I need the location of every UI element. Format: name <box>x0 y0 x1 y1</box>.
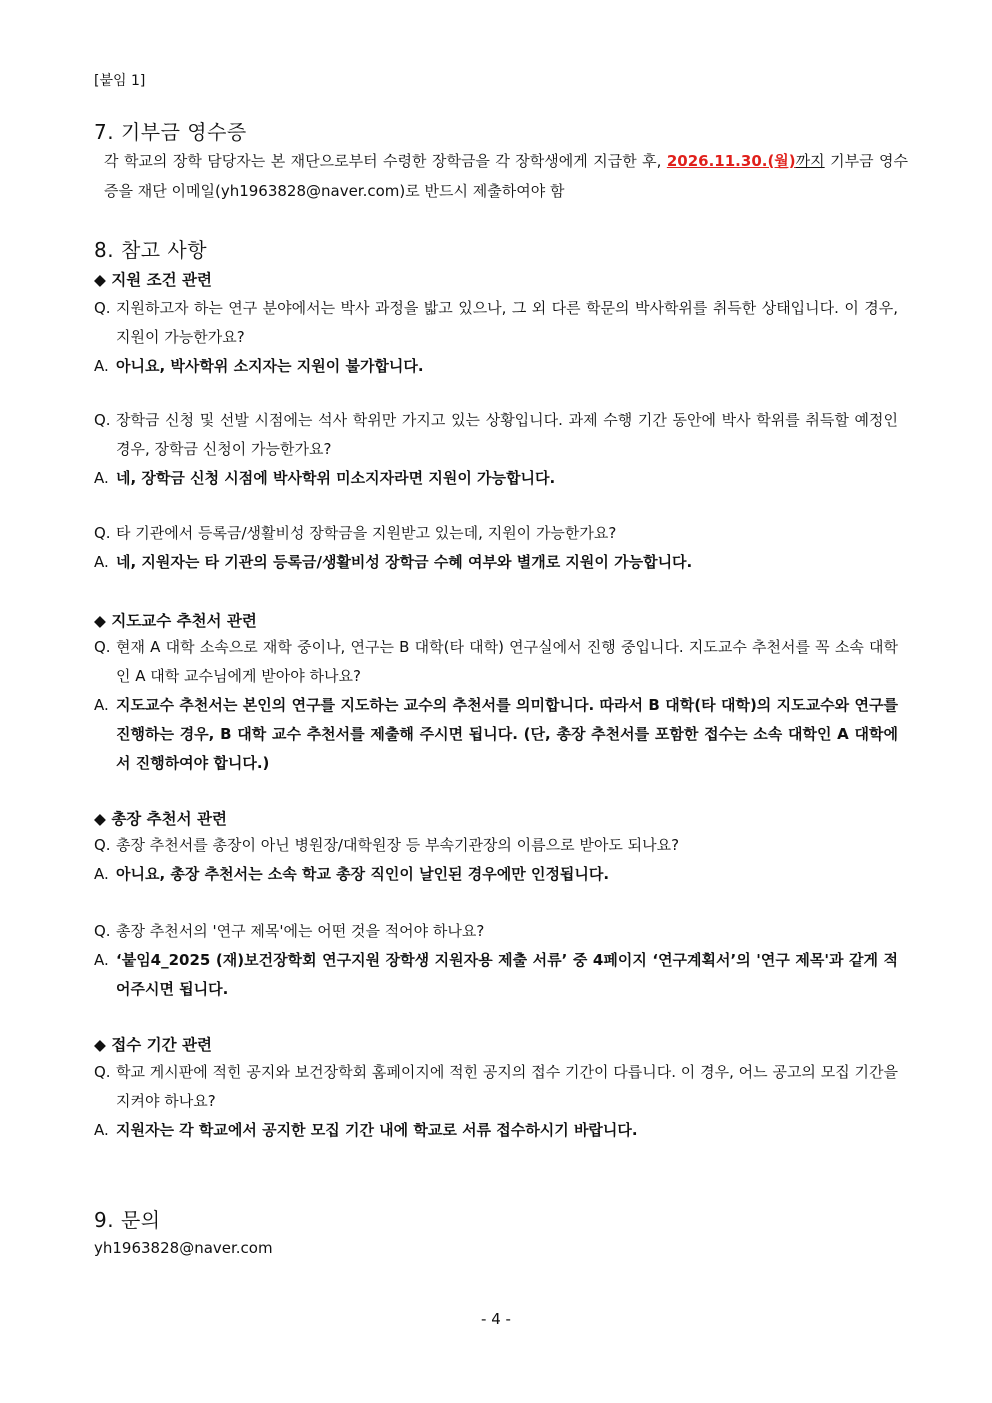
qa-item <box>94 917 898 1004</box>
question: Q. 총장 추천서를 총장이 아닌 병원장/대학원장 등 부속기관장의 이름으로 받아도 되나요? <box>94 836 680 854</box>
question: Q. 타 기관에서 등록금/생활비성 장학금을 지원받고 있는데, 지원이 가능한가요? <box>94 524 617 542</box>
section-9-title: 9. 문의 <box>94 1208 161 1232</box>
group-heading-advisor-letter: ◆ 지도교수 추천서 관련 <box>94 612 257 630</box>
group-heading-president-letter: ◆ 총장 추천서 관련 <box>94 810 227 828</box>
group-heading-eligibility: ◆ 지원 조건 관련 <box>94 271 212 289</box>
question: Q. 총장 추천서의 '연구 제목'에는 어떤 것을 적어야 하나요? <box>94 922 485 940</box>
answer: A. 네, 지원자는 타 기관의 등록금/생활비성 장학금 수혜 여부와 별개로 지원이 가능합니다. <box>94 553 693 571</box>
section-7-title: 7. 기부금 영수증 <box>94 120 247 144</box>
question: Q. 현재 A 대학 소속으로 재학 중이나, 연구는 B 대학(타 대학) 연구실에서 진행 중입니다. 지도교수 추천서를 꼭 소속 대학인 A 대학 교수님에게 받아야 하나요? <box>94 638 898 685</box>
qa-item <box>94 294 898 381</box>
question: Q. 학교 게시판에 적힌 공지와 보건장학회 홈페이지에 적힌 공지의 접수 기간이 다릅니다. 이 경우, 어느 공고의 모집 기간을 지켜야 하나요? <box>94 1063 898 1110</box>
attachment-label: [붙임 1] <box>94 73 146 89</box>
answer: A. ‘붙임4_2025 (재)보건장학회 연구지원 장학생 지원자용 제출 서류’ 중 4페이지 ‘연구계획서’의 '연구 제목'과 같게 적어주시면 됩니다. <box>94 951 898 998</box>
qa-item <box>94 519 898 577</box>
qa-item <box>94 831 898 889</box>
answer: A. 아니요, 총장 추천서는 소속 학교 총장 직인이 날인된 경우에만 인정됩니다. <box>94 865 610 883</box>
qa-item <box>94 406 898 493</box>
page-number: - 4 - <box>481 1310 511 1328</box>
answer: A. 지도교수 추천서는 본인의 연구를 지도하는 교수의 추천서를 의미합니다. 따라서 B 대학(타 대학)의 지도교수와 연구를 진행하는 경우, B 대학 교수 추천서를 제출해 주시면 됩니다. (단, 총장 추천서를 포함한 접수는 소속 대학인 A 대학에서 진행하여야 합니다.) <box>94 696 898 772</box>
qa-item <box>94 633 898 778</box>
contact-email[interactable]: yh1963828@naver.com <box>94 1239 273 1257</box>
qa-item <box>94 1058 898 1145</box>
section-8-title: 8. 참고 사항 <box>94 238 208 262</box>
answer: A. 지원자는 각 학교에서 공지한 모집 기간 내에 학교로 서류 접수하시기 바랍니다. <box>94 1121 638 1139</box>
question: Q. 장학금 신청 및 선발 시점에는 석사 학위만 가지고 있는 상황입니다. 과제 수행 기간 동안에 박사 학위를 취득할 예정인 경우, 장학금 신청이 가능한가요? <box>94 411 898 458</box>
answer: A. 네, 장학금 신청 시점에 박사학위 미소지자라면 지원이 가능합니다. <box>94 469 556 487</box>
deadline-suffix: 까지 <box>795 152 825 170</box>
answer: A. 아니요, 박사학위 소지자는 지원이 불가합니다. <box>94 357 424 375</box>
question: Q. 지원하고자 하는 연구 분야에서는 박사 과정을 밟고 있으나, 그 외 다른 학문의 박사학위를 취득한 상태입니다. 이 경우, 지원이 가능한가요? <box>94 299 898 346</box>
group-heading-application-period: ◆ 접수 기간 관련 <box>94 1036 212 1054</box>
deadline-date: 2026.11.30.(월) <box>666 152 796 170</box>
section-7-text: 각 학교의 장학 담당자는 본 재단으로부터 수령한 장학금을 각 장학생에게 지급한 후, 2026.11.30.(월)까지 기부금 영수증을 재단 이메일(yh1963828@naver.com)로 반드시 제출하여야 함 <box>104 152 908 200</box>
